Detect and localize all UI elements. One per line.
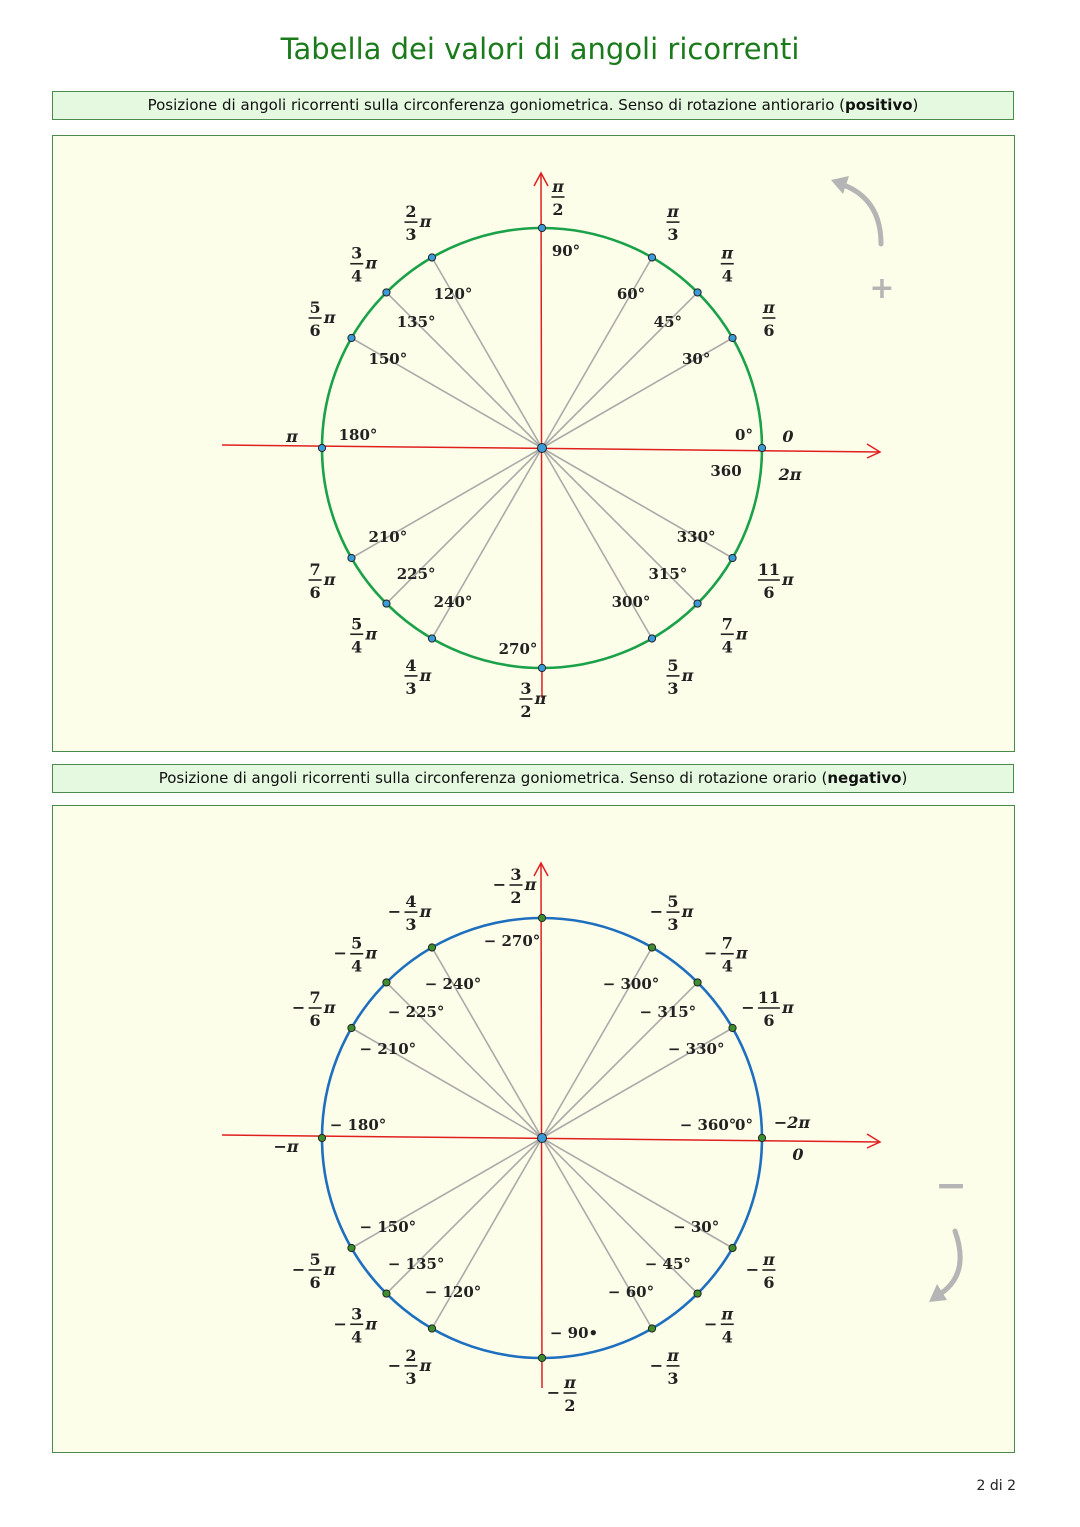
point-300 bbox=[648, 635, 655, 642]
deg-label-270: 270° bbox=[498, 640, 538, 658]
rad-label-330-den: 6 bbox=[763, 583, 775, 602]
deg-label-330: − 330° bbox=[667, 1040, 725, 1058]
deg-label-150: − 150° bbox=[359, 1218, 417, 1236]
rad-label-315-den: 4 bbox=[721, 637, 733, 657]
rad-label-30-den: 6 bbox=[763, 1273, 775, 1292]
point-30 bbox=[729, 1244, 736, 1251]
rad-label-30 bbox=[746, 1250, 776, 1292]
rad-label-240-pi: π bbox=[419, 902, 432, 922]
unit-circle-negative bbox=[53, 806, 1016, 1454]
deg-label-45: 45° bbox=[653, 313, 683, 332]
rad-label-120-num: 2 bbox=[405, 202, 417, 222]
rad-label-225-den: 4 bbox=[351, 956, 363, 976]
rad-label-45-num: π bbox=[721, 1304, 734, 1324]
point-315 bbox=[694, 979, 701, 986]
point-240 bbox=[428, 944, 435, 951]
rad-label-120 bbox=[388, 1346, 432, 1388]
deg-label-360: 360 bbox=[710, 462, 742, 480]
rad-label-300 bbox=[650, 892, 694, 934]
rad-label-135 bbox=[350, 244, 377, 286]
rad-label-135-den: 4 bbox=[351, 1327, 363, 1347]
deg-label-90: − 90• bbox=[549, 1324, 599, 1342]
rad-label-120-num: 2 bbox=[405, 1345, 417, 1365]
deg-label-180: − 180° bbox=[329, 1116, 387, 1134]
rad-label-300-den: 3 bbox=[667, 678, 679, 698]
point-120 bbox=[428, 254, 435, 261]
rad-label-30-minus: − bbox=[745, 1260, 760, 1279]
point-225 bbox=[383, 600, 390, 607]
point-45 bbox=[694, 289, 701, 296]
rad-label-300-num: 5 bbox=[667, 655, 679, 675]
diagram-panel-positive bbox=[52, 135, 1015, 752]
rad-label-240-pi: π bbox=[419, 665, 432, 685]
rad-label-180: −π bbox=[273, 1137, 299, 1156]
counterclockwise-arrow-icon bbox=[841, 184, 881, 244]
rad-label-45-den: 4 bbox=[721, 266, 733, 286]
point-330 bbox=[729, 554, 736, 561]
rad-label-2pi: 2π bbox=[778, 465, 802, 484]
point-330 bbox=[729, 1024, 736, 1031]
rad-label-240-den: 3 bbox=[405, 915, 417, 935]
deg-label-30: 30° bbox=[681, 350, 711, 368]
rad-label-210 bbox=[292, 988, 336, 1030]
rad-label-30 bbox=[762, 298, 775, 340]
rad-label-2pi: −2π bbox=[773, 1113, 811, 1132]
point-180 bbox=[318, 444, 325, 451]
rad-label-300 bbox=[667, 656, 694, 698]
caption-negative bbox=[52, 764, 1014, 793]
point-135 bbox=[383, 1290, 390, 1297]
deg-label-60: − 60° bbox=[607, 1283, 655, 1302]
rad-label-45-den: 4 bbox=[721, 1327, 733, 1347]
rad-label-315 bbox=[704, 934, 748, 976]
rad-label-210 bbox=[309, 560, 336, 602]
rad-label-240-num: 4 bbox=[405, 655, 417, 675]
rad-label-315-num: 7 bbox=[721, 933, 733, 953]
rad-label-150 bbox=[309, 298, 336, 340]
rad-label-240-den: 3 bbox=[405, 678, 417, 698]
deg-label-315: − 315° bbox=[639, 1003, 697, 1022]
point-0 bbox=[758, 1134, 765, 1141]
rad-label-30-num: π bbox=[763, 298, 775, 317]
rad-label-120-minus: − bbox=[387, 1355, 402, 1375]
rad-label-150 bbox=[292, 1250, 336, 1292]
rad-label-90-den: 2 bbox=[564, 1396, 576, 1415]
rad-label-315-pi: π bbox=[735, 624, 748, 644]
deg-label-30: − 30° bbox=[673, 1218, 720, 1236]
x-axis-arrow bbox=[867, 444, 880, 458]
minus-sign: − bbox=[935, 1163, 967, 1207]
rad-label-45-minus: − bbox=[704, 1314, 718, 1334]
point-210 bbox=[348, 1024, 355, 1031]
deg-label-90: 90° bbox=[551, 242, 581, 260]
rad-label-315-num: 7 bbox=[721, 614, 733, 634]
origin-point bbox=[538, 444, 547, 453]
rad-label-90 bbox=[547, 1373, 577, 1415]
rad-label-240-minus: − bbox=[387, 902, 402, 922]
rad-label-315-pi: π bbox=[735, 943, 748, 963]
rad-label-60-den: 3 bbox=[667, 225, 679, 245]
point-225 bbox=[383, 979, 390, 986]
rad-label-330-num: 11 bbox=[757, 988, 781, 1007]
point-150 bbox=[348, 1244, 355, 1251]
deg-label-300: 300° bbox=[611, 593, 651, 612]
caption-negative-bold: negativo bbox=[827, 769, 902, 787]
deg-label-225: 225° bbox=[396, 564, 436, 583]
rad-label-180: π bbox=[286, 427, 298, 446]
rad-label-225-pi: π bbox=[365, 624, 378, 644]
rad-label-90-den: 2 bbox=[552, 200, 564, 219]
rad-label-135 bbox=[334, 1304, 378, 1346]
point-0 bbox=[758, 444, 765, 451]
rad-label-330-num: 11 bbox=[757, 560, 781, 579]
deg-label-120: 120° bbox=[433, 284, 473, 303]
rad-label-300-den: 3 bbox=[667, 915, 679, 935]
deg-label-270: − 270° bbox=[483, 932, 541, 950]
rad-label-210-pi: π bbox=[323, 570, 336, 589]
rad-label-150-num: 5 bbox=[309, 1250, 321, 1269]
rad-label-120-pi: π bbox=[419, 212, 432, 232]
caption-negative-close: ) bbox=[901, 769, 908, 787]
rad-label-225-den: 4 bbox=[351, 637, 363, 657]
deg-label-240: 240° bbox=[433, 593, 473, 612]
rad-label-60 bbox=[650, 1346, 680, 1388]
point-120 bbox=[428, 1325, 435, 1332]
rad-label-150-den: 6 bbox=[309, 1273, 321, 1292]
rad-label-270 bbox=[493, 865, 537, 907]
rad-label-120 bbox=[405, 202, 432, 244]
rad-label-225 bbox=[350, 614, 377, 656]
point-30 bbox=[729, 334, 736, 341]
deg-label-45: − 45° bbox=[644, 1254, 691, 1273]
rad-label-0: 0 bbox=[782, 427, 794, 446]
diagram-panel-negative bbox=[52, 805, 1015, 1453]
rad-label-60 bbox=[666, 202, 679, 244]
rad-label-225 bbox=[334, 934, 378, 976]
rad-label-60-minus: − bbox=[649, 1355, 664, 1375]
origin-point bbox=[538, 1134, 547, 1143]
rad-label-330 bbox=[758, 560, 794, 602]
point-90 bbox=[538, 224, 545, 231]
rad-label-135-num: 3 bbox=[351, 243, 363, 263]
deg-label-225: − 225° bbox=[387, 1003, 445, 1022]
rad-label-330-pi: π bbox=[782, 998, 794, 1017]
rad-label-30-den: 6 bbox=[763, 321, 775, 340]
rad-label-90-minus: − bbox=[546, 1383, 561, 1402]
plus-sign: + bbox=[869, 271, 895, 306]
deg-label-210: 210° bbox=[368, 528, 408, 546]
rad-label-150-minus: − bbox=[291, 1260, 306, 1279]
deg-label-300: − 300° bbox=[602, 974, 660, 993]
rad-label-330 bbox=[741, 988, 794, 1030]
point-240 bbox=[428, 635, 435, 642]
rad-label-0: 0 bbox=[792, 1145, 804, 1164]
rad-label-240 bbox=[405, 656, 432, 698]
rad-label-330-den: 6 bbox=[763, 1011, 775, 1030]
point-270 bbox=[538, 664, 545, 671]
rad-label-270-num: 3 bbox=[520, 679, 532, 698]
rad-label-300-pi: π bbox=[681, 665, 694, 685]
rad-label-90-num: π bbox=[552, 177, 564, 196]
deg-label-0: 0° bbox=[735, 1116, 753, 1134]
rad-label-240 bbox=[388, 892, 432, 934]
rad-label-270-pi: π bbox=[524, 875, 537, 894]
rad-label-150-pi: π bbox=[323, 1260, 336, 1279]
rad-label-315-den: 4 bbox=[721, 956, 733, 976]
deg-label-120: − 120° bbox=[424, 1283, 482, 1302]
rad-label-330-pi: π bbox=[782, 570, 794, 589]
rad-label-90 bbox=[551, 177, 564, 219]
deg-label-135: 135° bbox=[396, 313, 436, 332]
rad-label-135-pi: π bbox=[365, 1314, 378, 1334]
deg-label-150: 150° bbox=[368, 350, 408, 368]
point-315 bbox=[694, 600, 701, 607]
point-150 bbox=[348, 334, 355, 341]
rad-label-225-num: 5 bbox=[351, 614, 363, 634]
rad-label-120-pi: π bbox=[419, 1355, 432, 1375]
point-60 bbox=[648, 1325, 655, 1332]
caption-positive-bold: positivo bbox=[845, 96, 913, 114]
rad-label-270-minus: − bbox=[492, 875, 507, 894]
deg-label-210: − 210° bbox=[359, 1040, 417, 1058]
deg-label-315: 315° bbox=[648, 564, 688, 583]
page-number: 2 di 2 bbox=[976, 1478, 1016, 1494]
y-axis bbox=[541, 173, 542, 698]
rad-label-210-minus: − bbox=[291, 998, 306, 1017]
rad-label-315-minus: − bbox=[704, 943, 718, 963]
rad-label-210-den: 6 bbox=[309, 583, 321, 602]
point-270 bbox=[538, 914, 545, 921]
rad-label-225-pi: π bbox=[365, 943, 378, 963]
rad-label-60-den: 3 bbox=[667, 1368, 679, 1388]
unit-circle-positive bbox=[53, 136, 1016, 753]
y-axis bbox=[541, 863, 542, 1388]
point-180 bbox=[318, 1134, 325, 1141]
rad-label-30-num: π bbox=[763, 1250, 775, 1269]
point-90 bbox=[538, 1354, 545, 1361]
x-axis-arrow bbox=[867, 1134, 880, 1148]
rad-label-45 bbox=[704, 1304, 734, 1346]
rad-label-150-num: 5 bbox=[309, 298, 321, 317]
deg-label-60: 60° bbox=[616, 284, 646, 303]
point-45 bbox=[694, 1290, 701, 1297]
page-title: Tabella dei valori di angoli ricorrenti bbox=[280, 32, 800, 66]
rad-label-45-num: π bbox=[721, 243, 734, 263]
rad-label-300-num: 5 bbox=[667, 892, 679, 912]
deg-label-330: 330° bbox=[676, 528, 716, 546]
rad-label-150-pi: π bbox=[323, 308, 336, 327]
point-135 bbox=[383, 289, 390, 296]
deg-label-0: 0° bbox=[735, 426, 753, 444]
rad-label-60-num: π bbox=[667, 1345, 679, 1365]
rad-label-135-minus: − bbox=[333, 1314, 347, 1334]
rad-label-300-minus: − bbox=[649, 902, 664, 922]
rad-label-210-den: 6 bbox=[309, 1011, 321, 1030]
caption-negative-text: Posizione di angoli ricorrenti sulla circonferenza goniometrica. Senso di rotazione orario ( bbox=[158, 769, 828, 787]
deg-label-360: − 360° bbox=[679, 1116, 737, 1134]
rad-label-150-den: 6 bbox=[309, 321, 321, 340]
caption-positive bbox=[52, 91, 1014, 120]
rad-label-210-num: 7 bbox=[309, 560, 321, 579]
deg-label-180: 180° bbox=[338, 426, 378, 444]
rad-label-240-num: 4 bbox=[405, 892, 417, 912]
rad-label-210-pi: π bbox=[323, 998, 336, 1017]
point-60 bbox=[648, 254, 655, 261]
rad-label-135-num: 3 bbox=[351, 1304, 363, 1324]
rad-label-210-num: 7 bbox=[309, 988, 321, 1007]
rad-label-120-den: 3 bbox=[405, 225, 417, 245]
clockwise-arrow-icon bbox=[937, 1231, 960, 1296]
rad-label-225-minus: − bbox=[333, 943, 347, 963]
rad-label-60-num: π bbox=[667, 202, 679, 222]
rad-label-315 bbox=[721, 614, 748, 656]
rad-label-135-pi: π bbox=[365, 253, 378, 273]
rad-label-120-den: 3 bbox=[405, 1368, 417, 1388]
rad-label-270-pi: π bbox=[534, 689, 547, 708]
rad-label-90-num: π bbox=[564, 1373, 576, 1392]
rad-label-330-minus: − bbox=[741, 998, 755, 1017]
point-210 bbox=[348, 554, 355, 561]
point-300 bbox=[648, 944, 655, 951]
rad-label-225-num: 5 bbox=[351, 933, 363, 953]
deg-label-240: − 240° bbox=[424, 974, 482, 993]
rad-label-300-pi: π bbox=[681, 902, 694, 922]
rad-label-45 bbox=[720, 244, 733, 286]
deg-label-135: − 135° bbox=[387, 1254, 445, 1273]
caption-positive-close: ) bbox=[912, 96, 919, 114]
rad-label-270-num: 3 bbox=[510, 865, 522, 884]
caption-positive-text: Posizione di angoli ricorrenti sulla circonferenza goniometrica. Senso di rotazione antiorario ( bbox=[147, 96, 846, 114]
rad-label-270-den: 2 bbox=[510, 888, 522, 907]
rad-label-135-den: 4 bbox=[351, 266, 363, 286]
rad-label-270-den: 2 bbox=[520, 702, 532, 721]
